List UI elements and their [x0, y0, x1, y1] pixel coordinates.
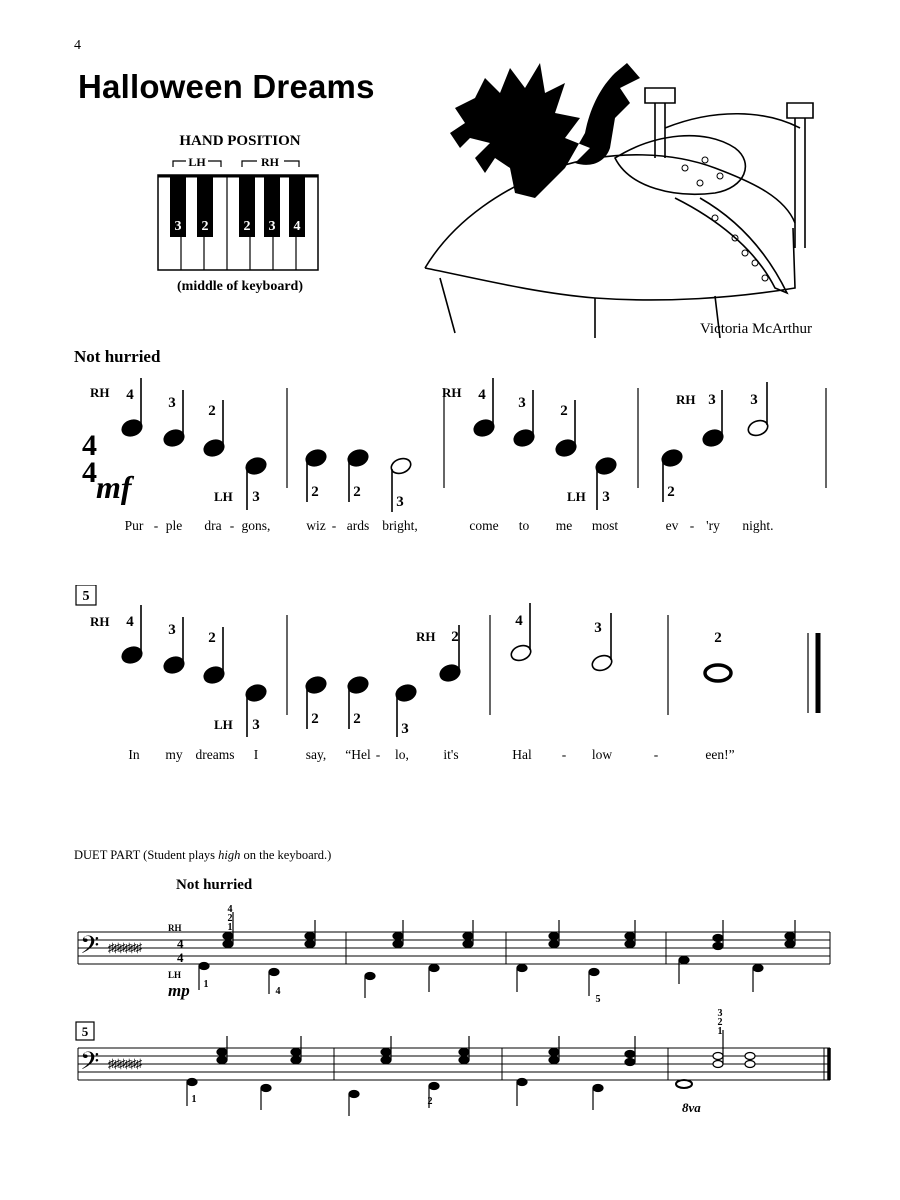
chord-note: [463, 941, 473, 948]
lyric-syllable: “Hel: [345, 747, 371, 762]
lyric-syllable: lo,: [395, 747, 409, 762]
bass-note: [517, 1079, 527, 1086]
measure-number: 5: [82, 589, 90, 604]
hand-label: LH: [214, 717, 233, 732]
finger-number: 2: [201, 219, 209, 234]
duet-finger: 2: [717, 1017, 723, 1028]
whole-note: [705, 665, 731, 681]
lyric-syllable: -: [689, 518, 695, 533]
chord-note: [381, 1057, 391, 1064]
chord-note: [305, 941, 315, 948]
chord-note: [713, 1061, 723, 1068]
duet-finger: 4: [275, 986, 281, 997]
hand-label: RH: [676, 392, 696, 407]
bass-note: [753, 965, 763, 972]
bedpost-right: [795, 118, 805, 248]
keyboard-caption: (middle of keyboard): [177, 279, 303, 294]
chord-note: [745, 1061, 755, 1068]
lh-label: LH: [188, 155, 206, 169]
chord-note: [713, 1053, 723, 1060]
chord-note: [223, 933, 233, 940]
lyric-syllable: -: [229, 518, 235, 533]
lyric-syllable: my: [165, 747, 183, 762]
lyric-syllable: Pur: [124, 518, 144, 533]
finger-number: 2: [714, 630, 722, 646]
finger-number: 2: [353, 711, 361, 727]
composer: Victoria McArthur: [700, 321, 812, 337]
duet-label-prefix: DUET PART (Student plays: [74, 848, 219, 862]
chord-note: [549, 933, 559, 940]
chord-note: [625, 933, 635, 940]
dynamic-mf: mf: [96, 469, 132, 505]
duet-finger: 1: [203, 979, 209, 990]
finger-number: 2: [667, 484, 675, 500]
finger-number: 3: [268, 219, 276, 234]
finger-number: 3: [401, 721, 409, 737]
hand-position-heading: HAND POSITION: [179, 133, 301, 149]
bass-note: [589, 969, 599, 976]
finger-number: 4: [126, 387, 134, 403]
bass-note: [269, 969, 279, 976]
bass-note: [593, 1085, 603, 1092]
duet-tempo-marking: Not hurried: [176, 877, 253, 893]
page-number: 4: [74, 38, 81, 53]
lyric-syllable: gons,: [241, 518, 271, 533]
lyric-syllable: -: [331, 518, 337, 533]
bass-clef-icon: 𝄢: [80, 1048, 100, 1081]
pillow: [615, 136, 745, 195]
time-signature-bottom: 4: [82, 456, 97, 489]
finger-number: 3: [252, 489, 260, 505]
lyric-syllable: 'ry: [706, 518, 720, 533]
lyric-syllable: Hal: [512, 747, 532, 762]
finger-number: 3: [396, 494, 404, 510]
lyric-syllable: ev: [665, 518, 679, 533]
hand-label: RH: [442, 385, 462, 400]
lyric-syllable: me: [555, 518, 573, 533]
lyric-syllable: most: [591, 518, 619, 533]
melody-system-2: [70, 585, 840, 775]
chord-note: [785, 941, 795, 948]
lyric-syllable: dra: [204, 518, 222, 533]
lyric-syllable: night.: [742, 518, 774, 533]
finger-number: 2: [243, 219, 251, 234]
duet-finger: 4: [227, 904, 233, 915]
bass-note: [365, 973, 375, 980]
bass-note: [199, 963, 209, 970]
bass-note: [679, 957, 689, 964]
chord-note: [785, 933, 795, 940]
lyric-syllable: -: [561, 747, 567, 762]
bass-clef-icon: 𝄢: [80, 932, 100, 965]
blanket-outline: [425, 155, 795, 268]
dynamic-mp: mp: [168, 981, 190, 1000]
duet-chords-1: [199, 912, 795, 998]
bass-note: [261, 1085, 271, 1092]
lyric-syllable: wiz: [306, 518, 326, 533]
chord-note: [217, 1049, 227, 1056]
hand-label: LH: [567, 489, 586, 504]
chord-note: [291, 1057, 301, 1064]
lyric-syllable: low: [591, 747, 613, 762]
bass-note: [429, 965, 439, 972]
finger-number: 4: [126, 614, 134, 630]
finger-number: 3: [168, 395, 176, 411]
lyric-syllable: -: [653, 747, 659, 762]
lyric-syllable: ards: [346, 518, 370, 533]
hand-label: RH: [90, 614, 110, 629]
finger-number: 3: [252, 717, 260, 733]
hand-label: LH: [214, 489, 233, 504]
lyric-syllable: bright,: [382, 518, 418, 533]
chord-note: [713, 943, 723, 950]
finger-number: 2: [311, 711, 319, 727]
dragon-in-bed-illustration: [415, 48, 825, 338]
chord-note: [459, 1057, 469, 1064]
tempo-marking: Not hurried: [74, 347, 161, 366]
dragon-silhouette: [450, 63, 640, 198]
lyric-syllable: dreams: [195, 747, 235, 762]
duet-time-bottom: 4: [177, 950, 184, 965]
finger-number: 3: [518, 395, 526, 411]
finger-number: 3: [174, 219, 182, 234]
chord-note: [625, 941, 635, 948]
chord-note: [393, 933, 403, 940]
lyric-syllable: een!”: [705, 747, 735, 762]
duet-time-top: 4: [177, 936, 184, 951]
key-signature-sharps: ♯♯♯♯♯♯: [108, 1056, 141, 1071]
chord-note: [463, 933, 473, 940]
finger-number: 2: [560, 403, 568, 419]
chord-note: [305, 933, 315, 940]
chord-note: [549, 1049, 559, 1056]
duet-finger: 1: [191, 1094, 197, 1105]
ottava-marking: 8va: [682, 1100, 701, 1115]
finger-number: 4: [515, 613, 523, 629]
duet-rh-label: RH: [168, 923, 182, 933]
finger-number: 3: [168, 622, 176, 638]
time-signature-top: 4: [82, 429, 97, 462]
duet-finger: 2: [427, 1096, 433, 1107]
melody-system-1: [70, 370, 840, 550]
duet-part-label: [74, 848, 331, 863]
chord-note: [217, 1057, 227, 1064]
lyric-syllable: I: [253, 747, 259, 762]
duet-finger: 1: [227, 922, 233, 933]
duet-chords-2: [187, 1030, 755, 1116]
page-title: Halloween Dreams: [78, 68, 375, 105]
duet-label-emphasis: high: [218, 848, 241, 862]
duet-finger: 1: [717, 1026, 723, 1037]
duet-label-suffix: on the keyboard.): [240, 848, 332, 862]
chord-note: [625, 1059, 635, 1066]
hand-position-keyboard: [150, 150, 330, 275]
bedpost-left: [655, 103, 665, 158]
duet-finger: 2: [227, 913, 233, 924]
lyric-syllable: In: [128, 747, 140, 762]
chord-note: [459, 1049, 469, 1056]
duet-lh-label: LH: [168, 970, 182, 980]
bass-note: [349, 1091, 359, 1098]
finger-number: 2: [353, 484, 361, 500]
duet-measure-number: 5: [81, 1024, 89, 1039]
lyric-syllable: -: [153, 518, 159, 533]
finger-number: 4: [293, 219, 301, 234]
bass-note: [517, 965, 527, 972]
lyric-syllable: -: [375, 747, 381, 762]
blanket-fold: [675, 198, 787, 293]
bass-note: [429, 1083, 439, 1090]
duet-finger: 3: [717, 1008, 723, 1019]
chord-note: [381, 1049, 391, 1056]
finger-number: 2: [311, 484, 319, 500]
lyric-syllable: ple: [165, 518, 183, 533]
finger-number: 3: [602, 489, 610, 505]
finger-number: 2: [451, 629, 459, 645]
finger-number: 3: [708, 392, 716, 408]
lyric-syllable: to: [518, 518, 530, 533]
chord-note: [713, 935, 723, 942]
rh-label: RH: [261, 155, 279, 169]
chord-note: [223, 941, 233, 948]
finger-number: 2: [208, 403, 216, 419]
key-signature-sharps: ♯♯♯♯♯♯: [108, 940, 141, 955]
hand-label: RH: [416, 629, 436, 644]
bass-note: [187, 1079, 197, 1086]
chord-note: [745, 1053, 755, 1060]
hand-label: RH: [90, 385, 110, 400]
chord-note: [549, 941, 559, 948]
lyric-syllable: it's: [443, 747, 459, 762]
lyric-syllable: come: [469, 518, 499, 533]
duet-score: [70, 898, 840, 1128]
whole-note: [676, 1080, 692, 1088]
chord-note: [549, 1057, 559, 1064]
duet-finger: 5: [595, 994, 601, 1005]
finger-number: 2: [208, 630, 216, 646]
chord-note: [393, 941, 403, 948]
finger-number: 3: [750, 392, 758, 408]
chord-note: [625, 1051, 635, 1058]
lyric-syllable: say,: [305, 747, 327, 762]
chord-note: [291, 1049, 301, 1056]
finger-number: 3: [594, 620, 602, 636]
finger-number: 4: [478, 387, 486, 403]
